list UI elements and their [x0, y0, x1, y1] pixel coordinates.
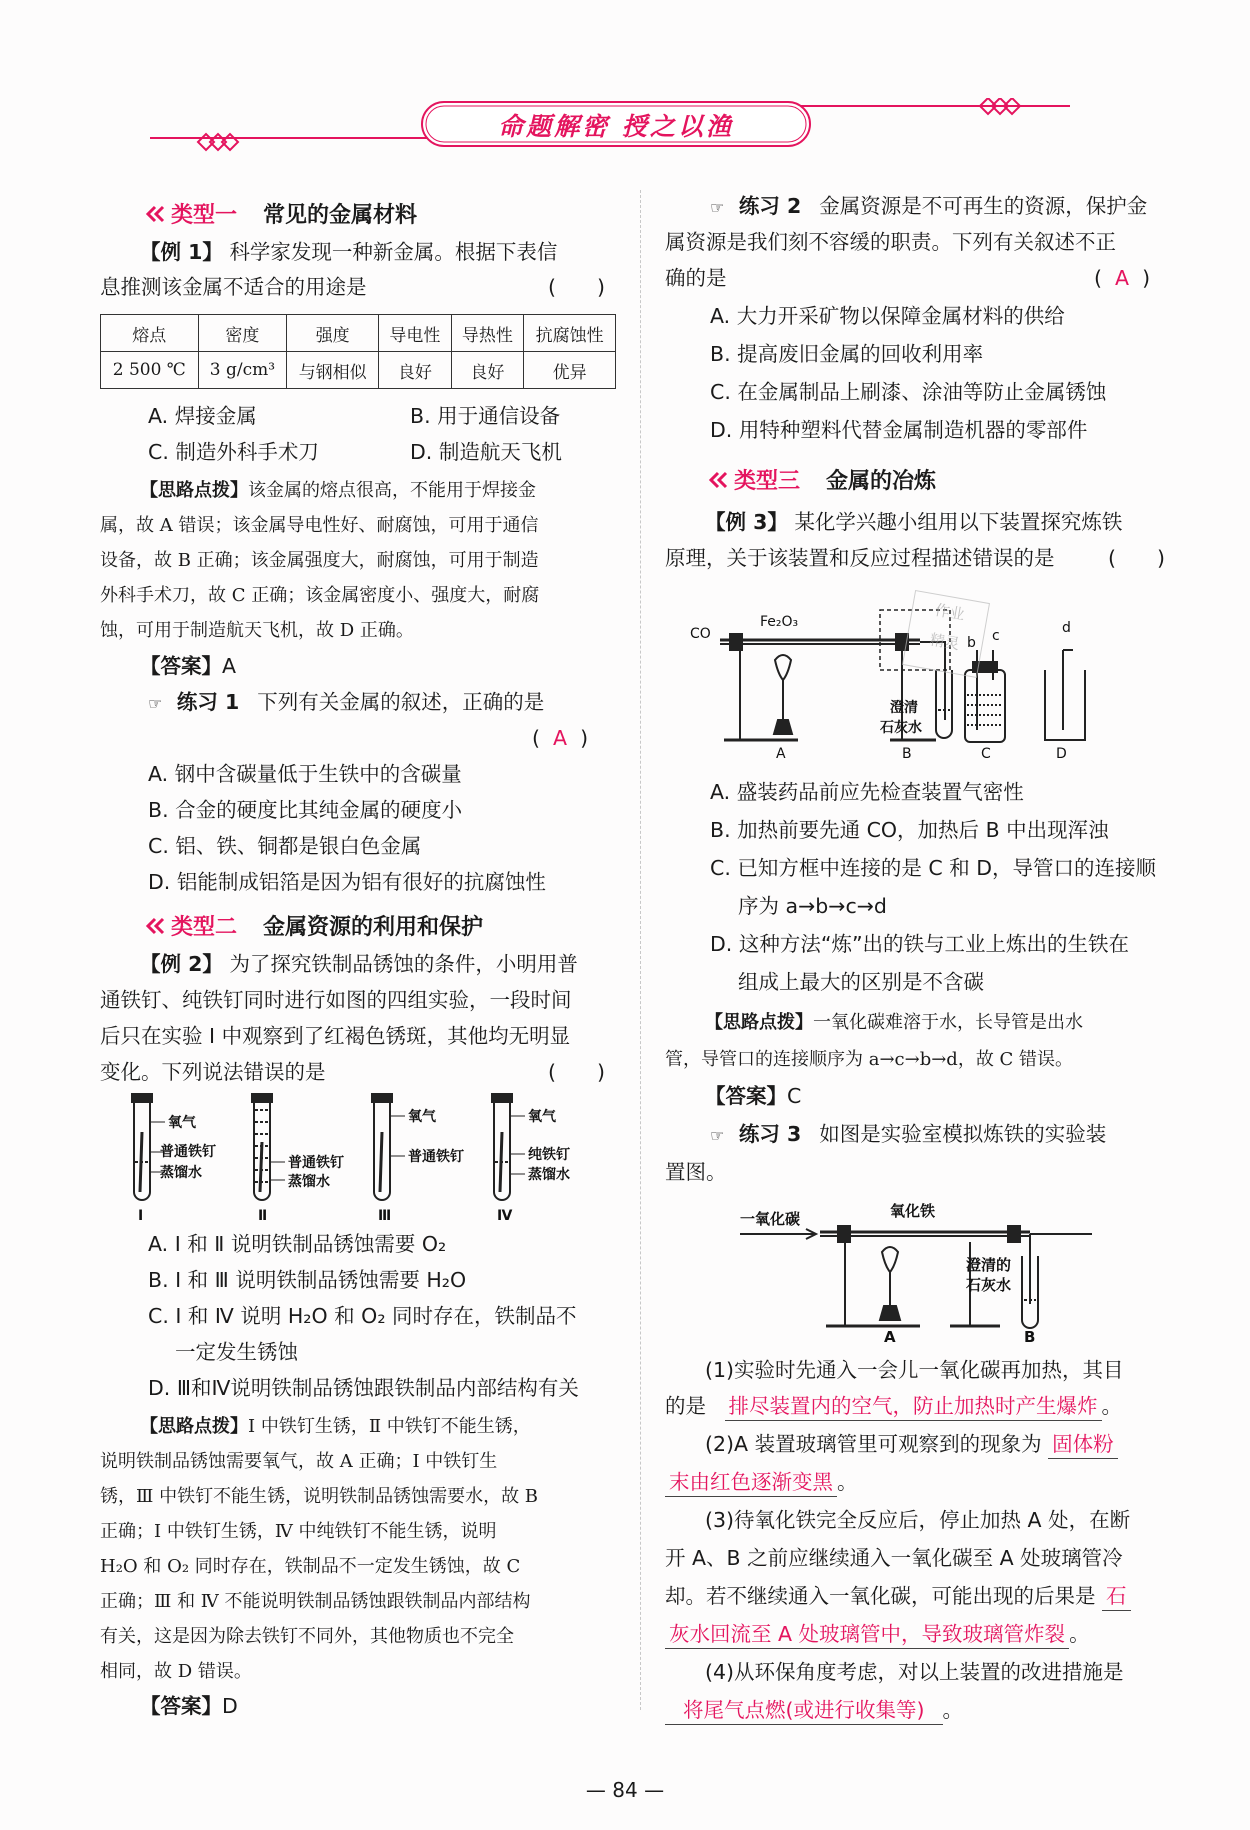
practice3-q2-cont: 末由红色逐渐变黑 。 [665, 1470, 858, 1494]
type3-heading [708, 464, 936, 495]
ex1-option-a: A. 焊接金属 [148, 404, 257, 428]
practice2-answer: ( A ) [1094, 266, 1151, 290]
ex2-hint-line7: 有关，这是因为除去铁钉不同外，其他物质也不完全 [100, 1626, 514, 1647]
table-cell: 与钢相似 [287, 352, 379, 389]
type3-title: 金属的冶炼 [826, 469, 937, 494]
ex3-hint-line1: 【思路点拨】一氧化碳难溶于水，长导管是出水 [705, 1012, 1083, 1033]
ex1-answer: 【答案】A [140, 654, 237, 678]
practice3-q3: (3)待氧化铁完全反应后，停止加热 A 处，在断 [705, 1508, 1131, 1532]
ex2-line1: 【例 2】 为了探究铁制品锈蚀的条件，小明用普 [140, 952, 578, 976]
ex2-paren: ( ) [548, 1060, 605, 1084]
double-chevron-icon [708, 471, 730, 489]
banner-title: 命题解密 授之以渔 [498, 112, 734, 141]
practice3-q3-cont3: 灰水回流至 A 处玻璃管中，导致玻璃管炸裂 。 [665, 1622, 1090, 1646]
fig-label: c [992, 628, 1000, 644]
fig-label: 蒸馏水 [160, 1165, 202, 1181]
ex1-hint-line2: 属，故 A 错误；该金属导电性好、耐腐蚀，可用于通信 [100, 515, 539, 536]
fig-label: d [1062, 620, 1071, 636]
practice3-line2: 置图。 [665, 1160, 727, 1184]
practice1-option: D. 铝能制成铝箔是因为铝有很好的抗腐蚀性 [148, 870, 546, 894]
table-header-cell: 导电性 [379, 315, 452, 352]
practice3-a2: 固体粉 [1048, 1432, 1118, 1459]
type2-title: 金属资源的利用和保护 [263, 915, 484, 940]
practice1-answer: ( A ) [532, 726, 589, 750]
ex1-hint-line3: 设备，故 B 正确；该金属强度大，耐腐蚀，可用于制造 [100, 550, 539, 571]
type2-badge: 类型二 [145, 910, 237, 941]
ex1-option-c: C. 制造外科手术刀 [148, 440, 319, 464]
fig-label: 纯铁钉 [528, 1147, 570, 1163]
table-row [101, 352, 616, 389]
practice1-option: C. 铝、铁、铜都是银白色金属 [148, 834, 422, 858]
page-number: — 84 — [585, 1778, 665, 1802]
table-header-cell: 导热性 [451, 315, 524, 352]
fig-label: 氧气 [408, 1109, 436, 1125]
header-banner [150, 98, 1070, 168]
practice1-option: A. 钢中含碳量低于生铁中的含碳量 [148, 762, 462, 786]
ex2-hint-line6: 正确；Ⅲ 和 Ⅳ 不能说明铁制品锈蚀跟铁制品内部结构 [100, 1591, 531, 1612]
pointing-hand-icon: ☞ [148, 694, 163, 713]
ex2-option-d: D. Ⅲ和Ⅳ说明铁制品锈蚀跟铁制品内部结构有关 [148, 1376, 579, 1400]
fig-label: 蒸馏水 [528, 1167, 570, 1183]
ex2-hint-line4: 正确；Ⅰ 中铁钉生锈，Ⅳ 中纯铁钉不能生锈，说明 [100, 1521, 497, 1542]
ex2-option-a: A. Ⅰ 和 Ⅱ 说明铁制品锈蚀需要 O₂ [148, 1232, 447, 1256]
ex2-line3: 后只在实验 Ⅰ 中观察到了红褐色锈斑，其他均无明显 [100, 1024, 571, 1048]
ex2-option-b: B. Ⅰ 和 Ⅲ 说明铁制品锈蚀需要 H₂O [148, 1268, 467, 1292]
practice3-q1-cont: 的是 排尽装置内的空气，防止加热时产生爆炸 。 [665, 1394, 1122, 1418]
practice3-q3-cont: 开 A、B 之前应继续通入一氧化碳至 A 处玻璃管冷 [665, 1546, 1123, 1570]
fig-label: 石灰水 [966, 1276, 1012, 1294]
practice1-option: B. 合金的硬度比其纯金属的硬度小 [148, 798, 463, 822]
type1-badge: 类型一 [145, 198, 237, 229]
fig-label: 澄清 [890, 700, 918, 716]
table-cell: 优异 [524, 352, 616, 389]
practice2-line1: ☞ 练习 2 金属资源是不可再生的资源，保护金 [710, 194, 1148, 218]
fig-label: B [902, 746, 912, 762]
fig-label: Ⅰ [138, 1208, 144, 1222]
fig-label: Ⅳ [497, 1208, 513, 1222]
ex2-hint-line8: 相同，故 D 错误。 [100, 1661, 252, 1682]
type2-heading [145, 910, 483, 941]
table-header-cell: 密度 [198, 315, 287, 352]
double-chevron-icon [145, 205, 167, 223]
practice3-a4: 将尾气点燃(或进行收集等) [665, 1698, 943, 1725]
rust-experiment-figure [120, 1092, 620, 1222]
ex1-hint-line1: 【思路点拨】该金属的熔点很高，不能用于焊接金 [140, 480, 536, 501]
practice3-a1: 排尽装置内的空气，防止加热时产生爆炸 [725, 1394, 1102, 1421]
fig-label: 蒸馏水 [288, 1174, 330, 1190]
ex3-option-b: B. 加热前要先通 CO，加热后 B 中出现浑浊 [710, 818, 1109, 842]
properties-table [100, 314, 616, 389]
table-header-cell: 强度 [287, 315, 379, 352]
fig-label: CO [690, 626, 711, 642]
ex2-hint-line2: 说明铁制品锈蚀需要氧气，故 A 正确；Ⅰ 中铁钉生 [100, 1451, 498, 1472]
table-cell: 良好 [379, 352, 452, 389]
table-header-cell: 熔点 [101, 315, 199, 352]
type3-badge: 类型三 [708, 464, 800, 495]
fig-label: 一氧化碳 [740, 1210, 801, 1228]
ex3-hint-line2: 管，导管口的连接顺序为 a→c→b→d，故 C 错误。 [665, 1049, 1074, 1070]
fig-label: A [776, 746, 786, 762]
column-divider [640, 190, 641, 1710]
fig-label: b [967, 635, 976, 651]
practice1-stem: ☞ 练习 1 下列有关金属的叙述，正确的是 [148, 690, 545, 714]
fig-label: Ⅱ [258, 1208, 268, 1222]
pointing-hand-icon: ☞ [710, 198, 725, 217]
pointing-hand-icon: ☞ [710, 1126, 725, 1145]
practice2-option: D. 用特种塑料代替金属制造机器的零部件 [710, 418, 1088, 442]
ex3-line1: 【例 3】 某化学兴趣小组用以下装置探究炼铁 [705, 510, 1123, 534]
ex3-line2: 原理，关于该装置和反应过程描述错误的是 [665, 546, 1055, 570]
practice3-q4: (4)从环保角度考虑，对以上装置的改进措施是 [705, 1660, 1124, 1684]
type1-heading [145, 198, 417, 229]
fig-label: 普通铁钉 [408, 1149, 464, 1165]
ex3-option-c-cont: 序为 a→b→c→d [738, 894, 887, 918]
table-cell: 3 g/cm³ [198, 352, 287, 389]
ex2-hint-line5: H₂O 和 O₂ 同时存在，铁制品不一定发生锈蚀，故 C [100, 1556, 521, 1577]
practice2-line2: 属资源是我们刻不容缓的职责。下列有关叙述不正 [665, 230, 1116, 254]
ex1-line2: 息推测该金属不适合的用途是 [100, 275, 367, 299]
ex3-option-c: C. 已知方框中连接的是 C 和 D，导管口的连接顺 [710, 856, 1156, 880]
fig-label: 普通铁钉 [160, 1144, 216, 1160]
fig-label: 氧气 [168, 1115, 196, 1131]
double-chevron-icon [145, 917, 167, 935]
fig-label: 氧化铁 [890, 1202, 936, 1220]
type1-title: 常见的金属材料 [263, 203, 418, 228]
practice3-a3-cont: 灰水回流至 A 处玻璃管中，导致玻璃管炸裂 [665, 1622, 1069, 1649]
ex3-option-a: A. 盛装药品前应先检查装置气密性 [710, 780, 1024, 804]
ex3-option-d: D. 这种方法“炼”出的铁与工业上炼出的生铁在 [710, 932, 1130, 956]
ex1-line1: 【例 1】 科学家发现一种新金属。根据下表信 [140, 240, 558, 264]
ex2-answer: 【答案】D [140, 1694, 238, 1718]
ex3-paren: ( ) [1108, 546, 1165, 570]
fig-label: 澄清的 [966, 1256, 1012, 1274]
fig-label: 石灰水 [880, 720, 922, 736]
fig-label: B [1024, 1328, 1036, 1346]
ex2-option-c: C. Ⅰ 和 Ⅳ 说明 H₂O 和 O₂ 同时存在，铁制品不 [148, 1304, 577, 1328]
ex3-answer: 【答案】C [705, 1084, 802, 1108]
practice3-a3: 石 [1102, 1584, 1131, 1611]
ex1-paren: ( ) [548, 275, 605, 299]
fig-label: C [981, 746, 991, 762]
practice3-line1: ☞ 练习 3 如图是实验室模拟炼铁的实验装 [710, 1122, 1107, 1146]
table-cell: 2 500 ℃ [101, 352, 199, 389]
fig-label: 氧气 [528, 1109, 556, 1125]
practice2-option: B. 提高废旧金属的回收利用率 [710, 342, 984, 366]
practice3-q2: (2)A 装置玻璃管里可观察到的现象为 固体粉 [705, 1432, 1118, 1456]
fig-label: D [1056, 746, 1067, 762]
stamp-watermark: 作业 精灵 [902, 590, 990, 678]
practice3-q3-cont2: 却。若不继续通入一氧化碳，可能出现的后果是 石 [665, 1584, 1131, 1608]
fig-label: 普通铁钉 [288, 1155, 344, 1171]
fig-label: Fe₂O₃ [760, 614, 799, 630]
table-header-cell: 抗腐蚀性 [524, 315, 616, 352]
iron-smelting-figure [740, 1196, 1120, 1346]
ex3-option-d-cont: 组成上最大的区别是不含碳 [738, 970, 984, 994]
table-cell: 良好 [451, 352, 524, 389]
ex2-hint-line3: 锈，Ⅲ 中铁钉不能生锈，说明铁制品锈蚀需要水，故 B [100, 1486, 539, 1507]
ex2-option-c-cont: 一定发生锈蚀 [175, 1340, 298, 1364]
ex1-option-b: B. 用于通信设备 [410, 404, 561, 428]
fig-label: Ⅲ [378, 1208, 392, 1222]
table-header-row [101, 315, 616, 352]
practice3-a2-cont: 末由红色逐渐变黑 [665, 1470, 837, 1497]
practice2-option: C. 在金属制品上刷漆、涂油等防止金属锈蚀 [710, 380, 1107, 404]
ex1-hint-line4: 外科手术刀，故 C 正确；该金属密度小、强度大，耐腐 [100, 585, 540, 606]
practice2-line3: 确的是 [665, 266, 727, 290]
ex2-hint-line1: 【思路点拨】Ⅰ 中铁钉生锈，Ⅱ 中铁钉不能生锈， [140, 1416, 531, 1437]
practice3-q1: (1)实验时先通入一会儿一氧化碳再加热，其目 [705, 1358, 1124, 1382]
ex1-hint-line5: 蚀，可用于制造航天飞机，故 D 正确。 [100, 620, 414, 641]
practice2-option: A. 大力开采矿物以保障金属材料的供给 [710, 304, 1065, 328]
ex2-line2: 通铁钉、纯铁钉同时进行如图的四组实验，一段时间 [100, 988, 572, 1012]
fig-label: A [884, 1328, 896, 1346]
ex2-line4: 变化。下列说法错误的是 [100, 1060, 326, 1084]
ex1-option-d: D. 制造航天飞机 [410, 440, 562, 464]
practice3-q4-cont: 将尾气点燃(或进行收集等) 。 [665, 1698, 963, 1722]
